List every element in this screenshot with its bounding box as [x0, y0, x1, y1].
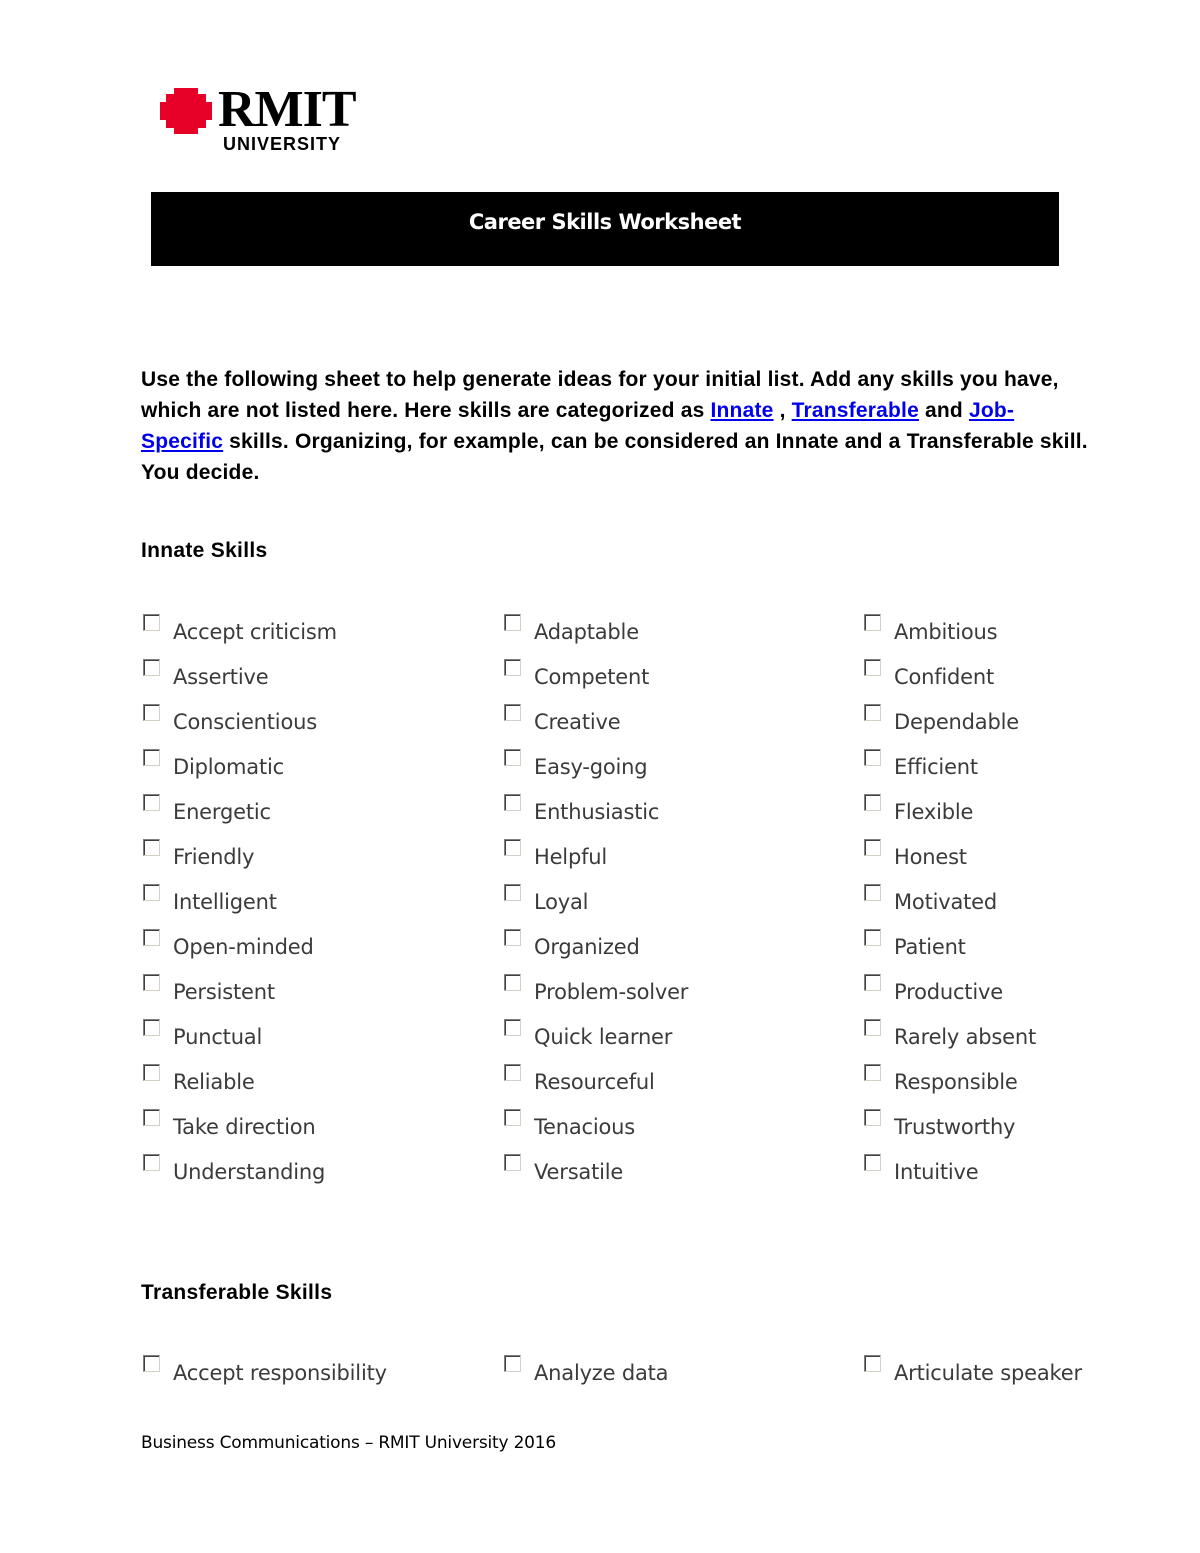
skill-checkbox[interactable]: [143, 1019, 160, 1036]
skill-row: [141, 702, 1121, 738]
skill-row: [141, 1062, 1121, 1098]
intro-text-2: skills. Organizing, for example, can be considered an Innate and a Transferable skill. You decide.: [141, 430, 1088, 484]
skill-checkbox[interactable]: [864, 1154, 881, 1171]
skill-label: Intuitive: [894, 1160, 979, 1184]
skill-label: Versatile: [534, 1160, 624, 1184]
skill-label: Intelligent: [173, 890, 277, 914]
skill-row: [141, 837, 1121, 873]
skill-checkbox[interactable]: [864, 929, 881, 946]
skill-label: Efficient: [894, 755, 978, 779]
skill-label: Conscientious: [173, 710, 317, 734]
link-transferable[interactable]: Transferable: [791, 399, 919, 422]
page-footer: Business Communications – RMIT University 2016: [141, 1433, 557, 1453]
skill-label: Persistent: [173, 980, 275, 1004]
skill-label: Organized: [534, 935, 640, 959]
rmit-logo: [160, 81, 380, 156]
skill-label: Honest: [894, 845, 967, 869]
skill-label: Assertive: [173, 665, 269, 689]
skill-label: Trustworthy: [894, 1115, 1016, 1139]
skill-checkbox[interactable]: [504, 1019, 521, 1036]
skill-checkbox[interactable]: [504, 929, 521, 946]
intro-sep-1: ,: [773, 399, 792, 422]
skill-row: [141, 1107, 1121, 1143]
skill-checkbox[interactable]: [864, 749, 881, 766]
link-innate[interactable]: Innate: [710, 399, 774, 422]
skill-checkbox[interactable]: [143, 1109, 160, 1126]
skill-label: Analyze data: [534, 1361, 669, 1385]
skill-label: Rarely absent: [894, 1025, 1037, 1049]
skill-label: Loyal: [534, 890, 589, 914]
skill-checkbox[interactable]: [143, 974, 160, 991]
intro-sep-2: and: [918, 399, 969, 422]
skill-row: [141, 1017, 1121, 1053]
skill-checkbox[interactable]: [504, 659, 521, 676]
skill-label: Open-minded: [173, 935, 314, 959]
intro-text-1: Use the following sheet to help generate ideas for your initial list. Add any skills you have, which are not listed here. Here skills are categorized as: [141, 368, 1059, 422]
intro-paragraph: [141, 364, 1096, 488]
rmit-pixel-logo-icon: [160, 88, 212, 134]
skill-label: Competent: [534, 665, 650, 689]
skill-checkbox[interactable]: [504, 614, 521, 631]
skill-label: Flexible: [894, 800, 974, 824]
skill-label: Reliable: [173, 1070, 255, 1094]
skill-label: Helpful: [534, 845, 608, 869]
skill-checkbox[interactable]: [143, 794, 160, 811]
skill-label: Tenacious: [534, 1115, 636, 1139]
skill-label: Easy-going: [534, 755, 648, 779]
skill-checkbox[interactable]: [504, 1154, 521, 1171]
skill-checkbox[interactable]: [864, 974, 881, 991]
skill-checkbox[interactable]: [143, 614, 160, 631]
logo-subtitle: UNIVERSITY: [223, 134, 342, 154]
skill-checkbox[interactable]: [504, 1064, 521, 1081]
transferable-skills-heading: Transferable Skills: [141, 1281, 333, 1304]
skill-checkbox[interactable]: [864, 794, 881, 811]
skill-checkbox[interactable]: [504, 1355, 521, 1372]
skill-checkbox[interactable]: [504, 884, 521, 901]
skill-label: Creative: [534, 710, 621, 734]
link-job-specific[interactable]: Job-Specific: [141, 399, 1015, 453]
skill-row: [141, 657, 1121, 693]
skill-label: Accept responsibility: [173, 1361, 387, 1385]
skill-checkbox[interactable]: [864, 704, 881, 721]
skill-checkbox[interactable]: [864, 1109, 881, 1126]
skill-label: Friendly: [173, 845, 255, 869]
skill-row: [141, 927, 1121, 963]
skill-checkbox[interactable]: [143, 884, 160, 901]
skill-checkbox[interactable]: [143, 1355, 160, 1372]
page-title: Career Skills Worksheet: [468, 210, 742, 234]
skill-label: Punctual: [173, 1025, 263, 1049]
title-banner: [151, 192, 1059, 266]
innate-skills-heading: Innate Skills: [141, 539, 268, 562]
skill-label: Motivated: [894, 890, 998, 914]
skill-checkbox[interactable]: [864, 1355, 881, 1372]
skill-checkbox[interactable]: [504, 794, 521, 811]
skill-checkbox[interactable]: [864, 1019, 881, 1036]
skill-label: Accept criticism: [173, 620, 337, 644]
skill-row: [141, 972, 1121, 1008]
skill-checkbox[interactable]: [864, 614, 881, 631]
skill-checkbox[interactable]: [504, 749, 521, 766]
skill-checkbox[interactable]: [143, 929, 160, 946]
skill-row: [141, 792, 1121, 828]
skill-checkbox[interactable]: [143, 704, 160, 721]
skill-label: Resourceful: [534, 1070, 655, 1094]
skill-checkbox[interactable]: [143, 1154, 160, 1171]
skill-checkbox[interactable]: [504, 974, 521, 991]
logo-wordmark: RMIT: [218, 81, 356, 138]
skill-checkbox[interactable]: [504, 1109, 521, 1126]
skill-checkbox[interactable]: [864, 659, 881, 676]
skill-row: [141, 1353, 1121, 1389]
skill-label: Confident: [894, 665, 995, 689]
skill-checkbox[interactable]: [864, 839, 881, 856]
skill-label: Diplomatic: [173, 755, 284, 779]
skill-label: Quick learner: [534, 1025, 673, 1049]
skill-row: [141, 612, 1121, 648]
skill-row: [141, 1152, 1121, 1188]
skill-checkbox[interactable]: [864, 1064, 881, 1081]
skill-checkbox[interactable]: [864, 884, 881, 901]
skill-label: Energetic: [173, 800, 271, 824]
skill-label: Patient: [894, 935, 966, 959]
skill-checkbox[interactable]: [504, 839, 521, 856]
skill-label: Productive: [894, 980, 1003, 1004]
skill-label: Responsible: [894, 1070, 1018, 1094]
skill-row: [141, 882, 1121, 918]
skill-label: Articulate speaker: [894, 1361, 1082, 1385]
skill-label: Understanding: [173, 1160, 326, 1184]
skill-label: Ambitious: [894, 620, 998, 644]
skill-checkbox[interactable]: [143, 749, 160, 766]
skill-checkbox[interactable]: [143, 839, 160, 856]
skill-checkbox[interactable]: [143, 659, 160, 676]
skill-checkbox[interactable]: [504, 704, 521, 721]
skill-label: Adaptable: [534, 620, 639, 644]
skill-checkbox[interactable]: [143, 1064, 160, 1081]
skill-label: Problem-solver: [534, 980, 689, 1004]
skill-label: Enthusiastic: [534, 800, 660, 824]
skill-label: Take direction: [173, 1115, 316, 1139]
skill-row: [141, 747, 1121, 783]
skill-label: Dependable: [894, 710, 1019, 734]
